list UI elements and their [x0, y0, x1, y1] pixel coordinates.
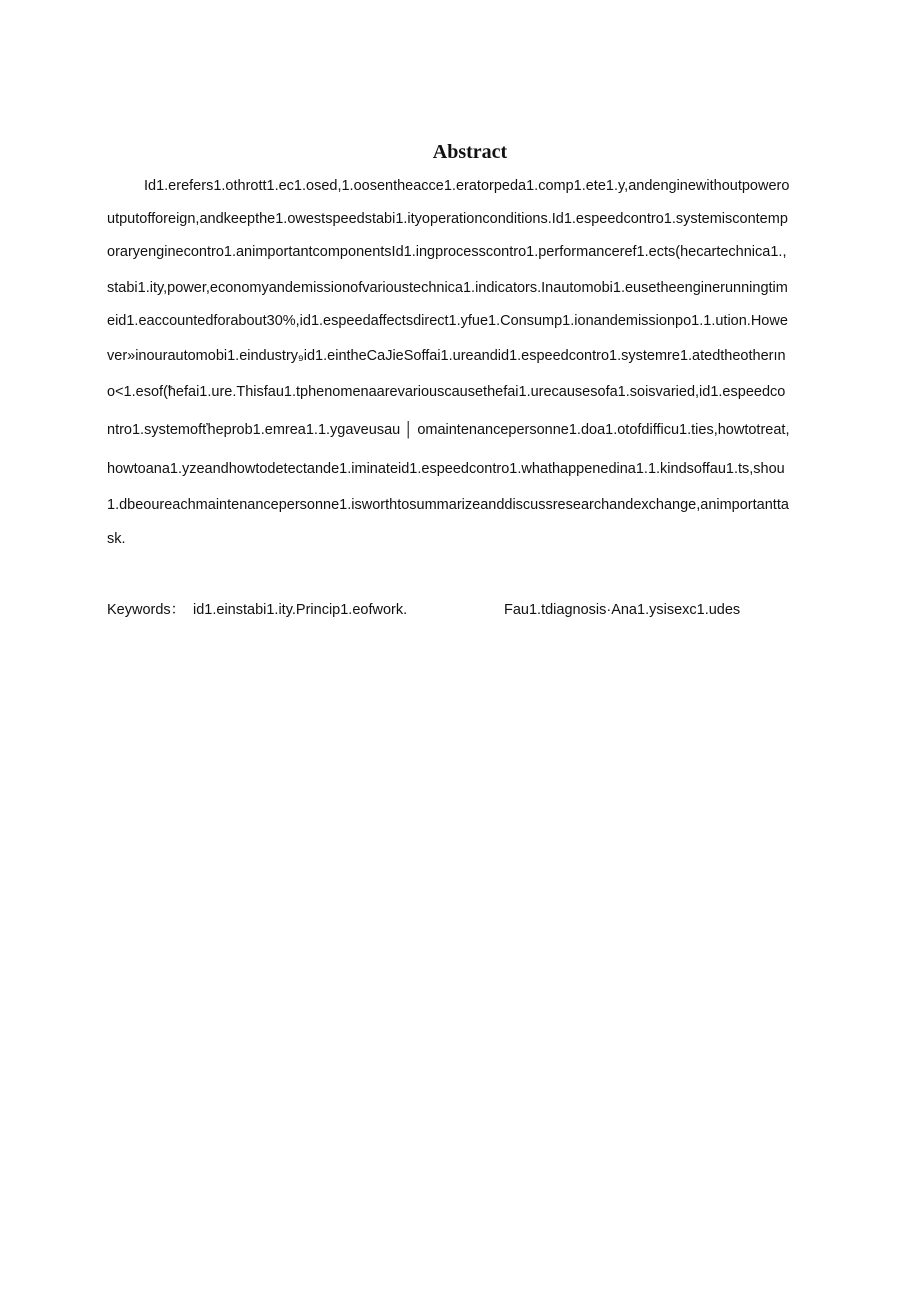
abstract-line: howtoana1.yzeandhowtodetectande1.iminateid1.espeedcontro1.whathappenedina1.1.kindsoffau1.ts,shou	[107, 461, 785, 477]
keywords-part-1: id1.einstabi1.ity.Princip1.eofwork.	[193, 602, 408, 618]
abstract-line: o<1.esof(ħefai1.ure.Thisfau1.tphenomenaarevariouscausethefai1.urecausesofa1.soisvaried,id1.espeedco	[107, 384, 786, 400]
abstract-line: ver»inourautomobi1.eindustry₉id1.eintheCaJieSoffai1.ureandid1.espeedcontro1.systemre1.atedtheotherın	[107, 348, 786, 364]
abstract-line: eid1.eaccountedforabout30%,id1.espeedaffectsdirect1.yfue1.Consump1.ionandemissionpo1.1.ution.Howe	[107, 313, 788, 329]
keywords-label: Keywords：	[107, 602, 186, 618]
keywords-part-2: Fau1.tdiagnosis·Ana1.ysisexc1.udes	[504, 602, 741, 618]
abstract-line: oraryenginecontro1.animportantcomponentsId1.ingprocesscontro1.performanceref1.ects(hecartechnica1.,	[107, 244, 787, 260]
abstract-line: sk.	[107, 531, 126, 547]
abstract-line: Id1.erefers1.othrott1.ec1.osed,1.oosentheacce1.eratorpeda1.comp1.ete1.y,andenginewithoutpowero	[144, 178, 790, 194]
abstract-line: stabi1.ity,power,economyandemissionofvarioustechnica1.indicators.Inautomobi1.eusetheenginerunningtim	[107, 280, 788, 296]
abstract-line: 1.dbeoureachmaintenancepersonne1.isworthtosummarizeanddiscussresearchandexchange,animportantta	[107, 497, 789, 513]
abstract-line: ntro1.systemofťheprob1.emrea1.1.ygaveusau │ omaintenancepersonne1.doa1.otofdifficu1.ties,howtotreat,	[107, 422, 790, 438]
abstract-line: utputofforeign,andkeepthe1.owestspeedstabi1.ityoperationconditions.Id1.espeedcontro1.systemiscontemp	[107, 211, 788, 227]
abstract-title: Abstract	[432, 141, 508, 163]
keywords-line	[107, 601, 837, 619]
